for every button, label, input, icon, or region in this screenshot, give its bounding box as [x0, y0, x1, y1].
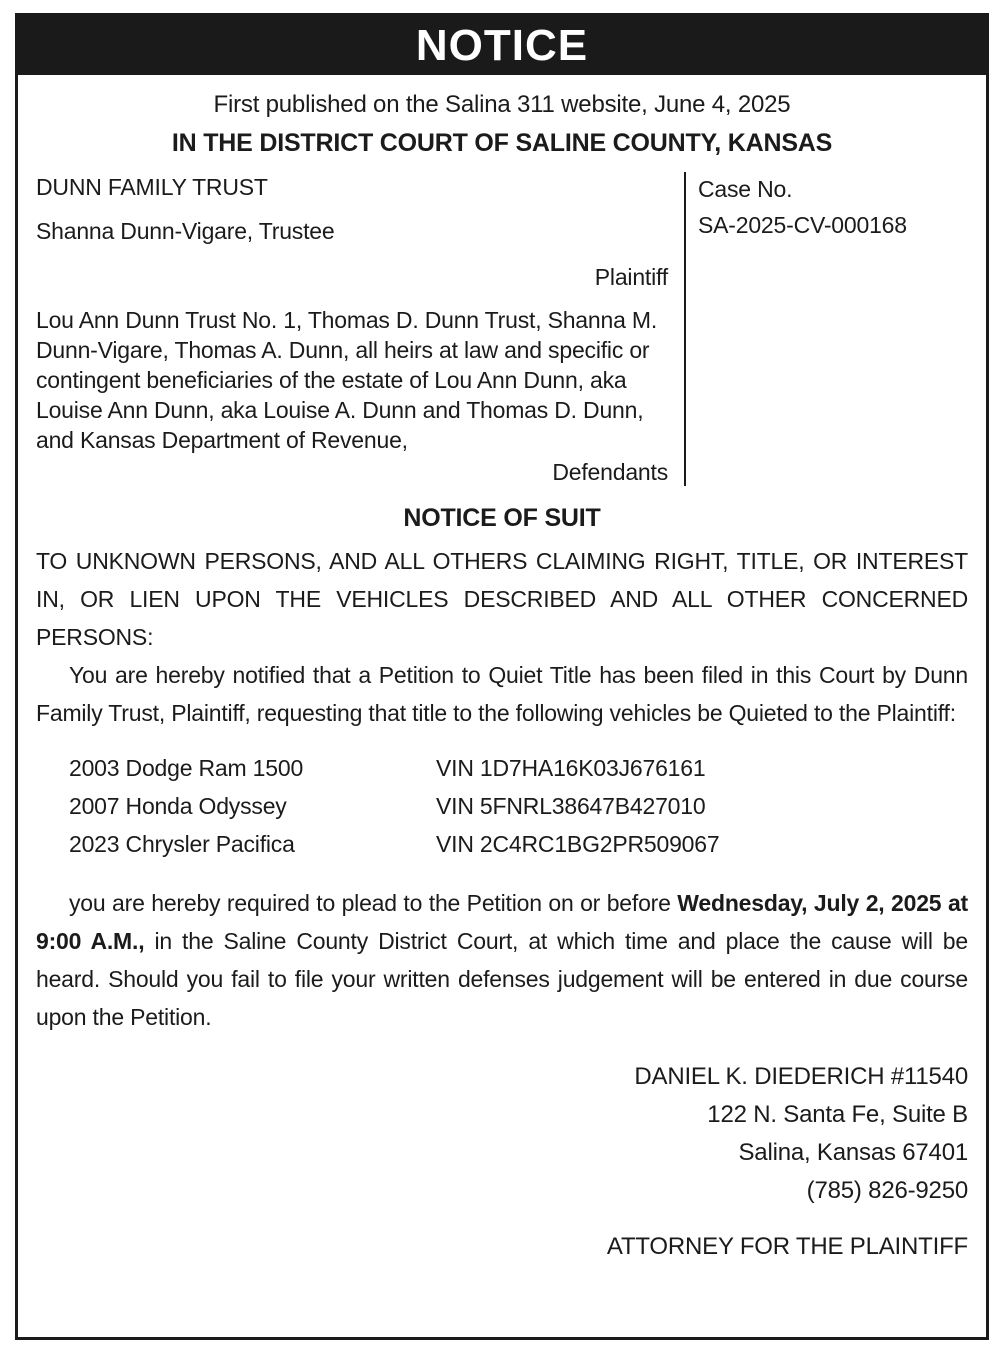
attorney-address-street: 122 N. Santa Fe, Suite B [707, 1101, 968, 1129]
plead-deadline: Wednesday, July 2, 2025 at 9:00 A.M., [36, 890, 969, 955]
attorney-role-line: ATTORNEY FOR THE PLAINTIFF [606, 1233, 968, 1261]
court-title: IN THE DISTRICT COURT OF SALINE COUNTY, KANSAS [171, 129, 833, 157]
plaintiff-name: DUNN FAMILY TRUST [36, 174, 268, 200]
attorney-phone: (785) 826-9250 [806, 1177, 968, 1205]
defendants-list: Lou Ann Dunn Trust No. 1, Thomas D. Dunn Trust, Shanna M. Dunn-Vigare, Thomas A. Dunn, all heirs at law and specific or contingent beneficiaries of the estate of Lou Ann Dunn, aka Louise Ann Dunn, aka Louise A. Dunn and Thomas D. Dunn, and Kansas Department of Revenue, [36, 307, 658, 453]
notice-of-suit-heading: NOTICE OF SUIT [403, 504, 601, 533]
plaintiff-label: Plaintiff [594, 264, 668, 290]
plead-text-after: in the Saline County District Court, at which time and place the cause will be heard. Should you fail to file your written defenses judgement will be entered in due course upon the Petition. [36, 928, 968, 1031]
address-paragraph: TO UNKNOWN PERSONS, AND ALL OTHERS CLAIMING RIGHT, TITLE, OR INTEREST IN, OR LIEN UPON THE VEHICLES DESCRIBED AND ALL OTHER CONCERNED PERSONS: [36, 548, 968, 651]
vehicle-row [69, 749, 968, 787]
petition-paragraph: You are hereby notified that a Petition to Quiet Title has been filed in this Court by Dunn Family Trust, Plaintiff, requesting that title to the following vehicles be Quieted to the Plaintiff: [36, 662, 968, 727]
case-caption [36, 172, 968, 486]
vehicle-list [69, 749, 968, 863]
vehicle-vin: VIN 5FNRL38647B427010 [436, 793, 706, 820]
defendants-label: Defendants [552, 459, 668, 486]
attorney-name: DANIEL K. DIEDERICH #11540 [634, 1063, 968, 1091]
signature-block [36, 1058, 968, 1210]
vehicle-description: 2003 Dodge Ram 1500 [69, 755, 304, 782]
case-no-value: SA-2025-CV-000168 [698, 211, 907, 238]
vehicle-vin: VIN 1D7HA16K03J676161 [436, 755, 706, 782]
trustee-line: Shanna Dunn-Vigare, Trustee [36, 218, 335, 244]
case-no-label: Case No. [698, 176, 793, 202]
legal-notice-document [15, 13, 989, 1340]
vehicle-row [69, 787, 968, 825]
vehicle-vin: VIN 2C4RC1BG2PR509067 [436, 831, 720, 858]
caption-parties [36, 172, 684, 486]
published-line: First published on the Salina 311 website, June 4, 2025 [213, 91, 791, 118]
banner-title: NOTICE [415, 21, 589, 70]
attorney-address-city: Salina, Kansas 67401 [738, 1139, 968, 1167]
notice-content [18, 75, 986, 1277]
vehicle-row [69, 825, 968, 863]
plead-paragraph [36, 884, 968, 1036]
vehicle-description: 2023 Chrysler Pacifica [69, 831, 295, 858]
plead-text-before: you are hereby required to plead to the Petition on or before [69, 890, 678, 917]
case-number-block [684, 172, 968, 486]
notice-banner [18, 16, 986, 75]
vehicle-description: 2007 Honda Odyssey [69, 793, 287, 820]
